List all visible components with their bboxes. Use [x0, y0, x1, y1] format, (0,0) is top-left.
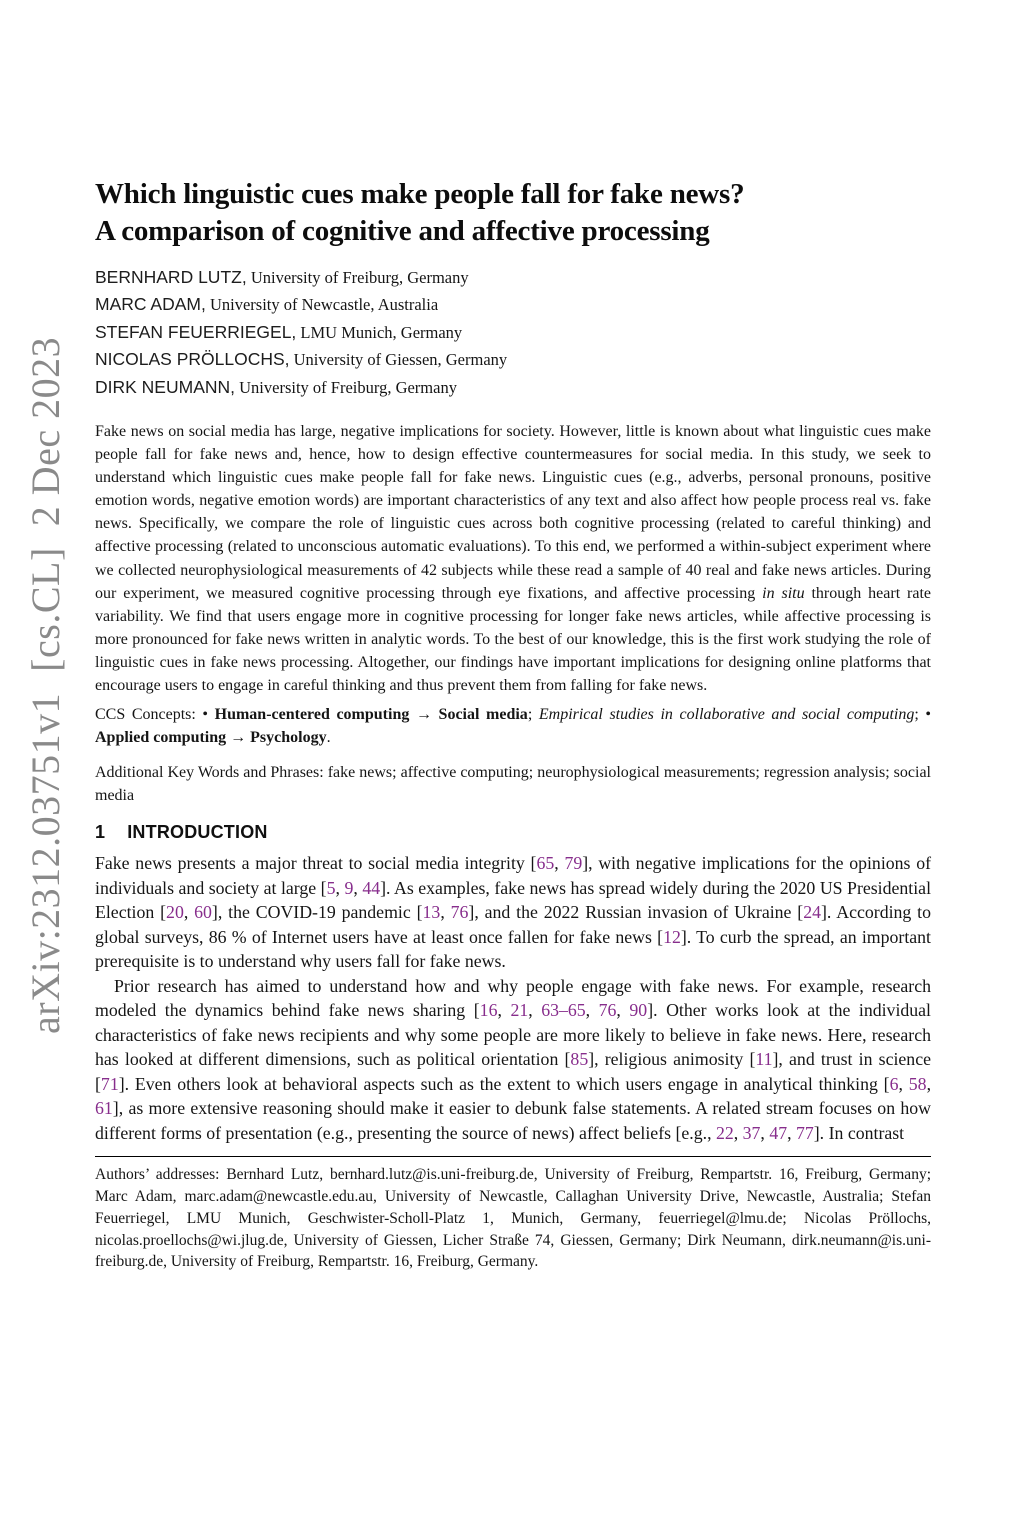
text-segment: ]. In contrast: [813, 1122, 905, 1143]
citation-link[interactable]: 61: [95, 1098, 113, 1119]
text-segment: →: [226, 729, 251, 747]
author-affiliation: University of Newcastle, Australia: [205, 295, 439, 315]
paper-page: [95, 0, 931, 1273]
intro-paragraph-2: [95, 974, 931, 1146]
text-segment: ]. Other works look at the individual characteristics of fake news recipients and why some people are more likely to believe in fake news. Here, research has looked at different dimensions, such as political orientation [: [95, 1000, 931, 1070]
author-affiliation: University of Freiburg, Germany: [246, 268, 469, 287]
citation-link[interactable]: 20: [166, 902, 184, 923]
text-segment: ], and the 2022 Russian invasion of Ukraine [: [468, 902, 804, 923]
author-name: STEFAN FEUERRIEGEL,: [95, 321, 297, 342]
citation-link[interactable]: 37: [742, 1122, 761, 1143]
citation-link[interactable]: 21: [510, 1000, 529, 1021]
citation-link[interactable]: 44: [362, 877, 381, 898]
text-segment: Fake news on social media has large, negative implications for society. However, little is known about what linguistic cues make people fall for fake news and, hence, how to design effective countermeasures for social media. In this study, we seek to understand which linguistic cues make people fall for fake news. Linguistic cues (e.g., adverbs, personal pronouns, positive emotion words, negative emotion words) are important characteristics of any text and also affect how people process real vs. fake news. Specifically, we compare the role of linguistic cues across both cognitive processing (related to careful thinking) and affective processing (related to unconscious automatic evaluations). To this end, we performed a within-subject experiment where we collected neurophysiological measurements of 42 subjects while these read a sample of 40 real and fake news articles. During our experiment, we measured cognitive processing through eye fixations, and affective processing: [95, 422, 931, 602]
paper-title-line1: Which linguistic cues make people fall for fake news?: [95, 178, 745, 210]
paper-title: [95, 176, 931, 250]
text-segment: ,: [353, 877, 363, 898]
citation-link[interactable]: 63–65: [541, 1000, 586, 1021]
citation-link[interactable]: 22: [715, 1122, 734, 1143]
text-segment: ], religious animosity [: [588, 1049, 756, 1070]
citation-link[interactable]: 12: [663, 926, 681, 947]
text-segment: ,: [733, 1122, 743, 1143]
text-segment: ,: [760, 1122, 770, 1143]
text-segment: ,: [585, 1000, 599, 1021]
text-segment: .: [326, 729, 331, 747]
author-row: [95, 322, 931, 349]
author-affiliation: LMU Munich, Germany: [296, 322, 463, 342]
text-segment: ], with negative implications for the opinions of individuals and society at large [: [95, 853, 932, 898]
text-segment: ,: [497, 1000, 511, 1021]
citation-link[interactable]: 90: [629, 1000, 648, 1021]
text-segment: Prior research has aimed to understand how and why people engage with fake news. For example, research modeled the dynamics behind fake news sharing [: [95, 975, 931, 1021]
citation-link[interactable]: 58: [908, 1073, 927, 1094]
author-affiliation: University of Giessen, Germany: [289, 350, 508, 370]
text-segment: ]. As examples, fake news has spread widely during the 2020 US Presidential Election [: [95, 877, 932, 923]
citation-link[interactable]: 65: [536, 853, 555, 874]
author-name: MARC ADAM,: [95, 294, 206, 315]
citation-link[interactable]: 6: [889, 1073, 899, 1094]
author-row: [95, 267, 931, 294]
ccs-concepts: [95, 703, 931, 749]
text-segment: ,: [898, 1073, 909, 1094]
text-segment: ]. According to global surveys, 86 % of Internet users have at least once fallen for fake news [: [95, 902, 932, 947]
citation-link[interactable]: 5: [326, 877, 336, 898]
text-segment: ,: [183, 902, 195, 923]
text-segment: Fake news presents a major threat to social media integrity [: [95, 853, 537, 874]
citation-link[interactable]: 16: [479, 1000, 498, 1021]
section-number: 1: [95, 822, 106, 843]
text-segment: Empirical studies in collaborative and social computing: [538, 706, 915, 724]
author-name: BERNHARD LUTZ,: [95, 267, 247, 287]
citation-link[interactable]: 85: [570, 1049, 589, 1070]
citation-link[interactable]: 79: [564, 853, 583, 874]
author-name: NICOLAS PRÖLLOCHS,: [95, 349, 290, 370]
text-segment: ], as more extensive reasoning should make it easier to debunk false statements. A related stream focuses on how different forms of presentation (e.g., presenting the source of news) affect beliefs [e.g.,: [95, 1098, 931, 1143]
text-segment: ]. To curb the spread, an important prerequisite is to understand why users fall for fake news.: [95, 926, 931, 972]
section-title: INTRODUCTION: [127, 822, 268, 843]
citation-link[interactable]: 60: [194, 902, 212, 923]
text-segment: ,: [335, 877, 345, 898]
citation-link[interactable]: 9: [344, 877, 354, 898]
citation-link[interactable]: 71: [100, 1073, 119, 1094]
text-segment: ], the COVID-19 pandemic [: [211, 902, 423, 923]
text-segment: ,: [926, 1073, 932, 1094]
intro-paragraph-1: [95, 851, 931, 974]
author-row: [95, 377, 931, 404]
author-affiliation: University of Freiburg, Germany: [235, 377, 457, 397]
text-segment: ], and trust in science [: [95, 1049, 931, 1094]
abstract-text: [95, 420, 931, 697]
citation-link[interactable]: 76: [598, 1000, 617, 1021]
citation-link[interactable]: 13: [422, 902, 441, 923]
citation-link[interactable]: 11: [755, 1049, 773, 1070]
text-segment: through heart rate variability. We find that users engage more in cognitive processing for longer fake news articles, while affective processing is more pronounced for fake news written in analytic words. To the best of our knowledge, this is the first work studying the role of linguistic cues in fake news processing. Altogether, our findings have important implications for designing online platforms that encourage users to engage in careful thinking and thus prevent them from falling for fake news.: [95, 584, 932, 694]
author-list: [95, 267, 931, 404]
keywords-text: Additional Key Words and Phrases: fake news; affective computing; neurophysiological measurements; regression analysis; social media: [95, 764, 931, 805]
citation-link[interactable]: 47: [769, 1122, 788, 1143]
author-row: [95, 349, 931, 376]
text-segment: Social media: [438, 706, 528, 724]
citation-link[interactable]: 76: [450, 902, 469, 923]
text-segment: →: [409, 706, 439, 724]
footnote-divider: [95, 1156, 931, 1157]
author-name: DIRK NEUMANN,: [95, 376, 236, 397]
citation-link[interactable]: 77: [795, 1122, 814, 1143]
text-segment: ]. Even others look at behavioral aspects such as the extent to which users engage in analytical thinking [: [118, 1073, 890, 1094]
arxiv-watermark: arXiv:2312.03751v1 [cs.CL] 2 Dec 2023: [23, 336, 68, 1034]
text-segment: CCS Concepts: •: [95, 706, 215, 724]
text-segment: Psychology: [250, 729, 327, 747]
text-segment: Applied computing: [95, 729, 227, 747]
section-heading-introduction: [95, 822, 931, 843]
text-segment: ,: [528, 1000, 542, 1021]
text-segment: in situ: [762, 584, 805, 602]
text-segment: ,: [440, 902, 451, 923]
text-segment: ,: [787, 1122, 796, 1143]
author-row: [95, 294, 931, 321]
paper-title-line2: A comparison of cognitive and affective processing: [95, 215, 710, 247]
text-segment: Human-centered computing: [214, 706, 410, 724]
citation-link[interactable]: 24: [803, 902, 822, 923]
text-segment: ;: [527, 706, 539, 724]
text-segment: ,: [554, 853, 565, 874]
text-segment: ,: [616, 1000, 630, 1021]
text-segment: ; •: [914, 706, 932, 724]
authors-addresses: Authors’ addresses: Bernhard Lutz, bernhard.lutz@is.uni-freiburg.de, University of Freiburg, Rempartstr. 16, Freiburg, Germany; Marc Adam, marc.adam@newcastle.edu.au, University of Newcastle, Callaghan University Drive, Newcastle, Australia; Stefan Feuerriegel, LMU Munich, Geschwister-Scholl-Platz 1, Munich, Germany, feuerriegel@lmu.de; Nicolas Pröllochs, nicolas.proellochs@wi.jlug.de, University of Giessen, Licher Straße 74, Giessen, Germany; Dirk Neumann, dirk.neumann@is.uni-freiburg.de, University of Freiburg, Rempartstr. 16, Freiburg, Germany.: [95, 1166, 931, 1271]
